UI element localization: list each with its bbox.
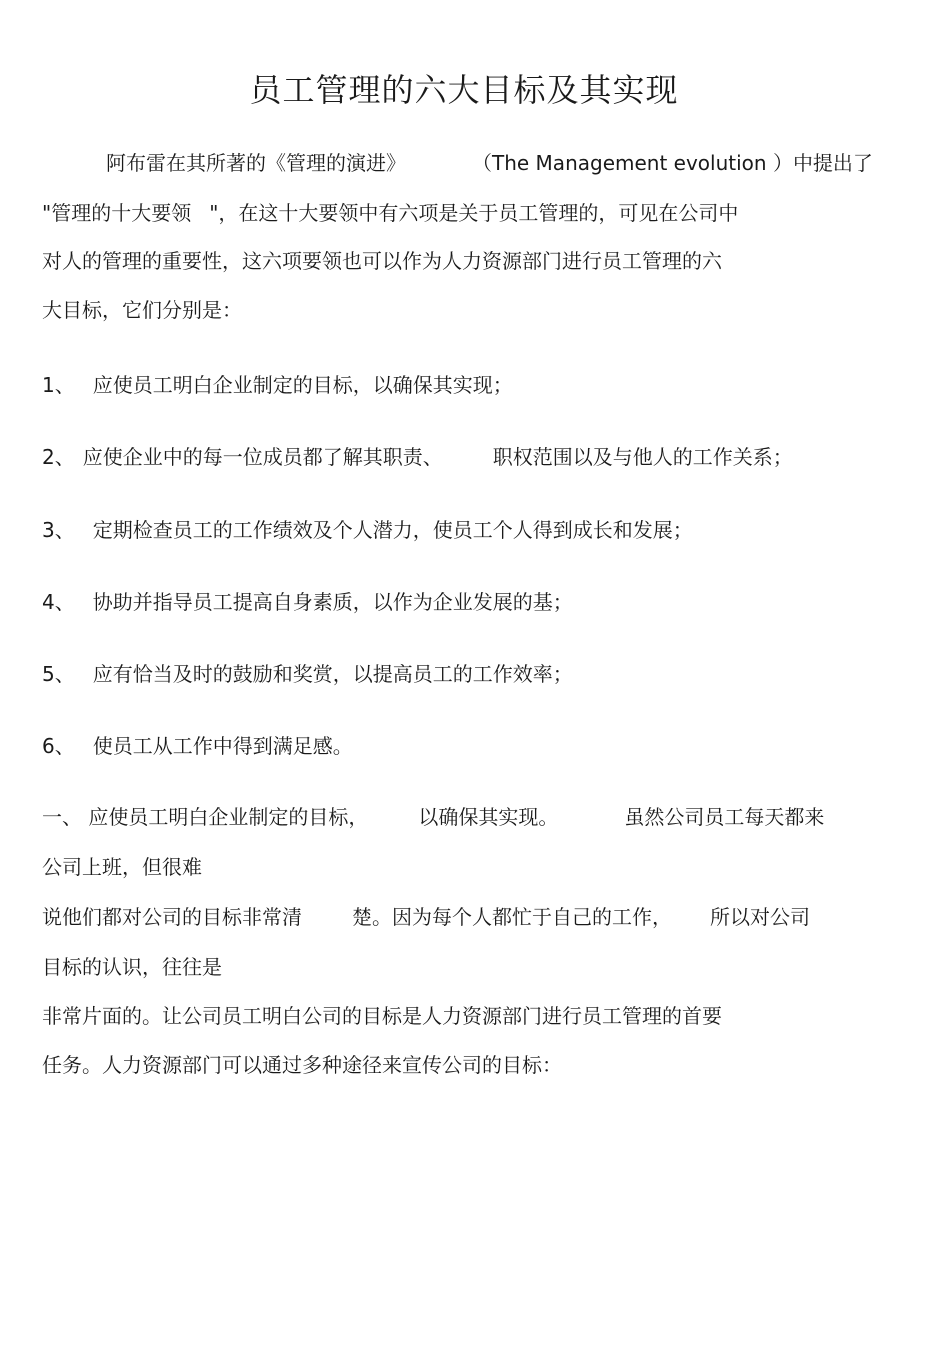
list-number: 1、: [42, 373, 75, 397]
section1-line-4: 目标的认识，往往是: [42, 955, 222, 979]
list-item-5: [42, 659, 573, 689]
section1-line-2: 公司上班，但很难: [42, 855, 202, 879]
list-item-4: [42, 587, 573, 617]
list-number: 5、: [42, 662, 75, 686]
list-number: 4、: [42, 590, 75, 614]
list-number: 3、: [42, 518, 75, 542]
list-item-1: [42, 370, 513, 400]
list-text: 定期检查员工的工作绩效及个人潜力，使员工个人得到成长和发展；: [92, 518, 693, 542]
section-text: 虽然公司员工每天都来: [624, 805, 825, 829]
section1-line-5: 非常片面的。让公司员工明白公司的目标是人力资源部门进行员工管理的首要: [42, 1004, 722, 1028]
section-text: 以确保其实现。: [418, 805, 559, 829]
list-text: 协助并指导员工提高自身素质，以作为企业发展的基；: [92, 590, 573, 614]
intro-line-4: 大目标，它们分别是：: [42, 298, 242, 322]
list-number: 6、: [42, 734, 75, 758]
list-text: 应使企业中的每一位成员都了解其职责、: [82, 445, 443, 469]
list-text: 使员工从工作中得到满足感。: [92, 734, 353, 758]
intro-line-3: 对人的管理的重要性，这六项要领也可以作为人力资源部门进行员工管理的六: [42, 249, 722, 273]
section1-line-6: 任务。人力资源部门可以通过多种途径来宣传公司的目标：: [42, 1053, 562, 1077]
intro-line-1: [106, 148, 873, 178]
document-title: 员工管理的六大目标及其实现: [249, 71, 679, 109]
list-text: 应使员工明白企业制定的目标，以确保其实现；: [92, 373, 513, 397]
intro-line-2: [42, 198, 738, 228]
intro-text: "管理的十大要领: [42, 201, 192, 225]
section1-line-3: [42, 902, 810, 932]
list-text: 应有恰当及时的鼓励和奖赏，以提高员工的工作效率；: [92, 662, 573, 686]
list-item-3: [42, 515, 693, 545]
list-item-2: [42, 442, 793, 472]
section-text: 说他们都对公司的目标非常清: [42, 905, 302, 929]
section-heading-text: 一、 应使员工明白企业制定的目标，: [42, 805, 369, 829]
section1-line-1: [42, 802, 824, 832]
intro-text: 阿布雷在其所著的《管理的演进》: [106, 151, 406, 175]
section-text: 楚。因为每个人都忙于自己的工作，: [352, 905, 672, 929]
intro-text: （The Management evolution ）中提出了: [472, 151, 873, 175]
section-text: 所以对公司: [710, 905, 810, 929]
list-item-6: [42, 731, 353, 761]
list-number: 2、: [42, 445, 75, 469]
intro-text: "，在这十大要领中有六项是关于员工管理的，可见在公司中: [209, 201, 739, 225]
list-text: 职权范围以及与他人的工作关系；: [492, 445, 793, 469]
